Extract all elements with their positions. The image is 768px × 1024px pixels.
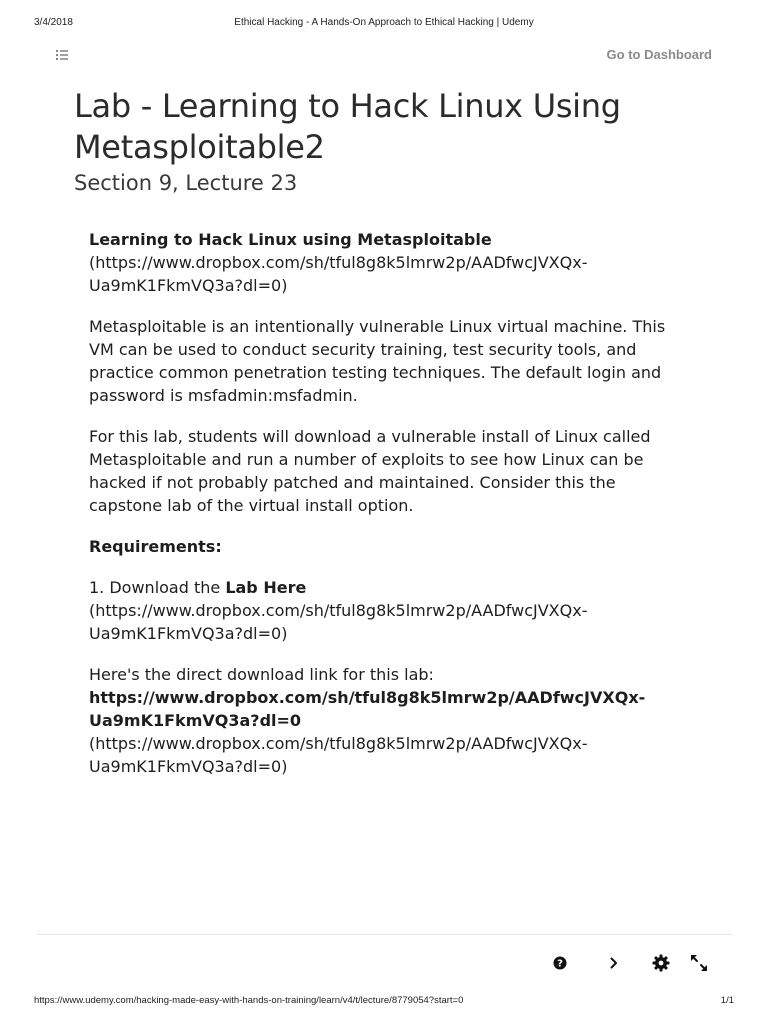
lecture-title: Lab - Learning to Hack Linux Using Metasploitable2 <box>74 87 621 166</box>
print-footer <box>0 995 768 1009</box>
lab-here-link-text: Lab Here <box>225 578 307 597</box>
list-icon[interactable] <box>55 47 69 61</box>
requirements-heading <box>89 535 689 558</box>
print-date: 3/4/2018 <box>34 17 73 28</box>
lab-here-link[interactable] <box>225 578 306 597</box>
print-header <box>0 17 768 31</box>
lab-here-url-line-1: (https://www.dropbox.com/sh/tful8g8k5lmrw2p/AADfwcJVXQx- <box>89 601 588 620</box>
print-url: https://www.udemy.com/hacking-made-easy-with-hands-on-training/learn/v4/t/lecture/8779054?start=0 <box>34 995 464 1006</box>
chevron-right-icon[interactable] <box>603 952 625 974</box>
svg-text:?: ? <box>557 958 563 970</box>
direct-link-line-1: https://www.dropbox.com/sh/tful8g8k5lmrw2p/AADfwcJVXQx- <box>89 688 646 707</box>
description-paragraph: Metasploitable is an intentionally vulnerable Linux virtual machine. This VM can be used to conduct security training, test security tools, and practice common penetration testing techniques. The default login and password is msfadmin:msfadmin. <box>89 317 666 405</box>
lab-paragraph: For this lab, students will download a vulnerable install of Linux called Metasploitable and run a number of exploits to see how Linux can be hacked if not probably patched and maintained. Consider this the capstone lab of the virtual install option. <box>89 427 651 515</box>
requirement-1-prefix: 1. Download the <box>89 578 226 597</box>
direct-url-line-2: Ua9mK1FkmVQ3a?dl=0) <box>89 757 288 776</box>
print-page-number: 1/1 <box>720 995 734 1006</box>
metasploitable-link[interactable] <box>89 230 492 249</box>
lecture-content <box>89 228 689 796</box>
intro-paragraph <box>89 228 689 297</box>
direct-download-intro: Here's the direct download link for this lab: <box>89 665 434 684</box>
requirement-1 <box>89 576 689 645</box>
direct-download-link[interactable] <box>89 686 689 732</box>
expand-arrows-icon[interactable] <box>688 952 710 974</box>
question-circle-icon[interactable] <box>549 952 571 974</box>
gear-icon[interactable] <box>650 952 672 974</box>
lecture-subtitle: Section 9, Lecture 23 <box>74 171 298 195</box>
metasploitable-url-line-1: (https://www.dropbox.com/sh/tful8g8k5lmrw2p/AADfwcJVXQx- <box>89 253 588 272</box>
lab-here-url-line-2: Ua9mK1FkmVQ3a?dl=0) <box>89 624 288 643</box>
metasploitable-url-line-2: Ua9mK1FkmVQ3a?dl=0) <box>89 276 288 295</box>
metasploitable-link-text: Learning to Hack Linux using Metasploitable <box>89 230 492 249</box>
footer-divider <box>37 934 732 935</box>
direct-url-line-1: (https://www.dropbox.com/sh/tful8g8k5lmrw2p/AADfwcJVXQx- <box>89 734 588 753</box>
requirements-heading-text: Requirements: <box>89 537 222 556</box>
direct-download-paragraph <box>89 663 689 778</box>
go-to-dashboard-link[interactable]: Go to Dashboard <box>606 47 712 62</box>
direct-link-line-2: Ua9mK1FkmVQ3a?dl=0 <box>89 711 302 730</box>
print-page-title: Ethical Hacking - A Hands-On Approach to Ethical Hacking | Udemy <box>234 17 534 28</box>
